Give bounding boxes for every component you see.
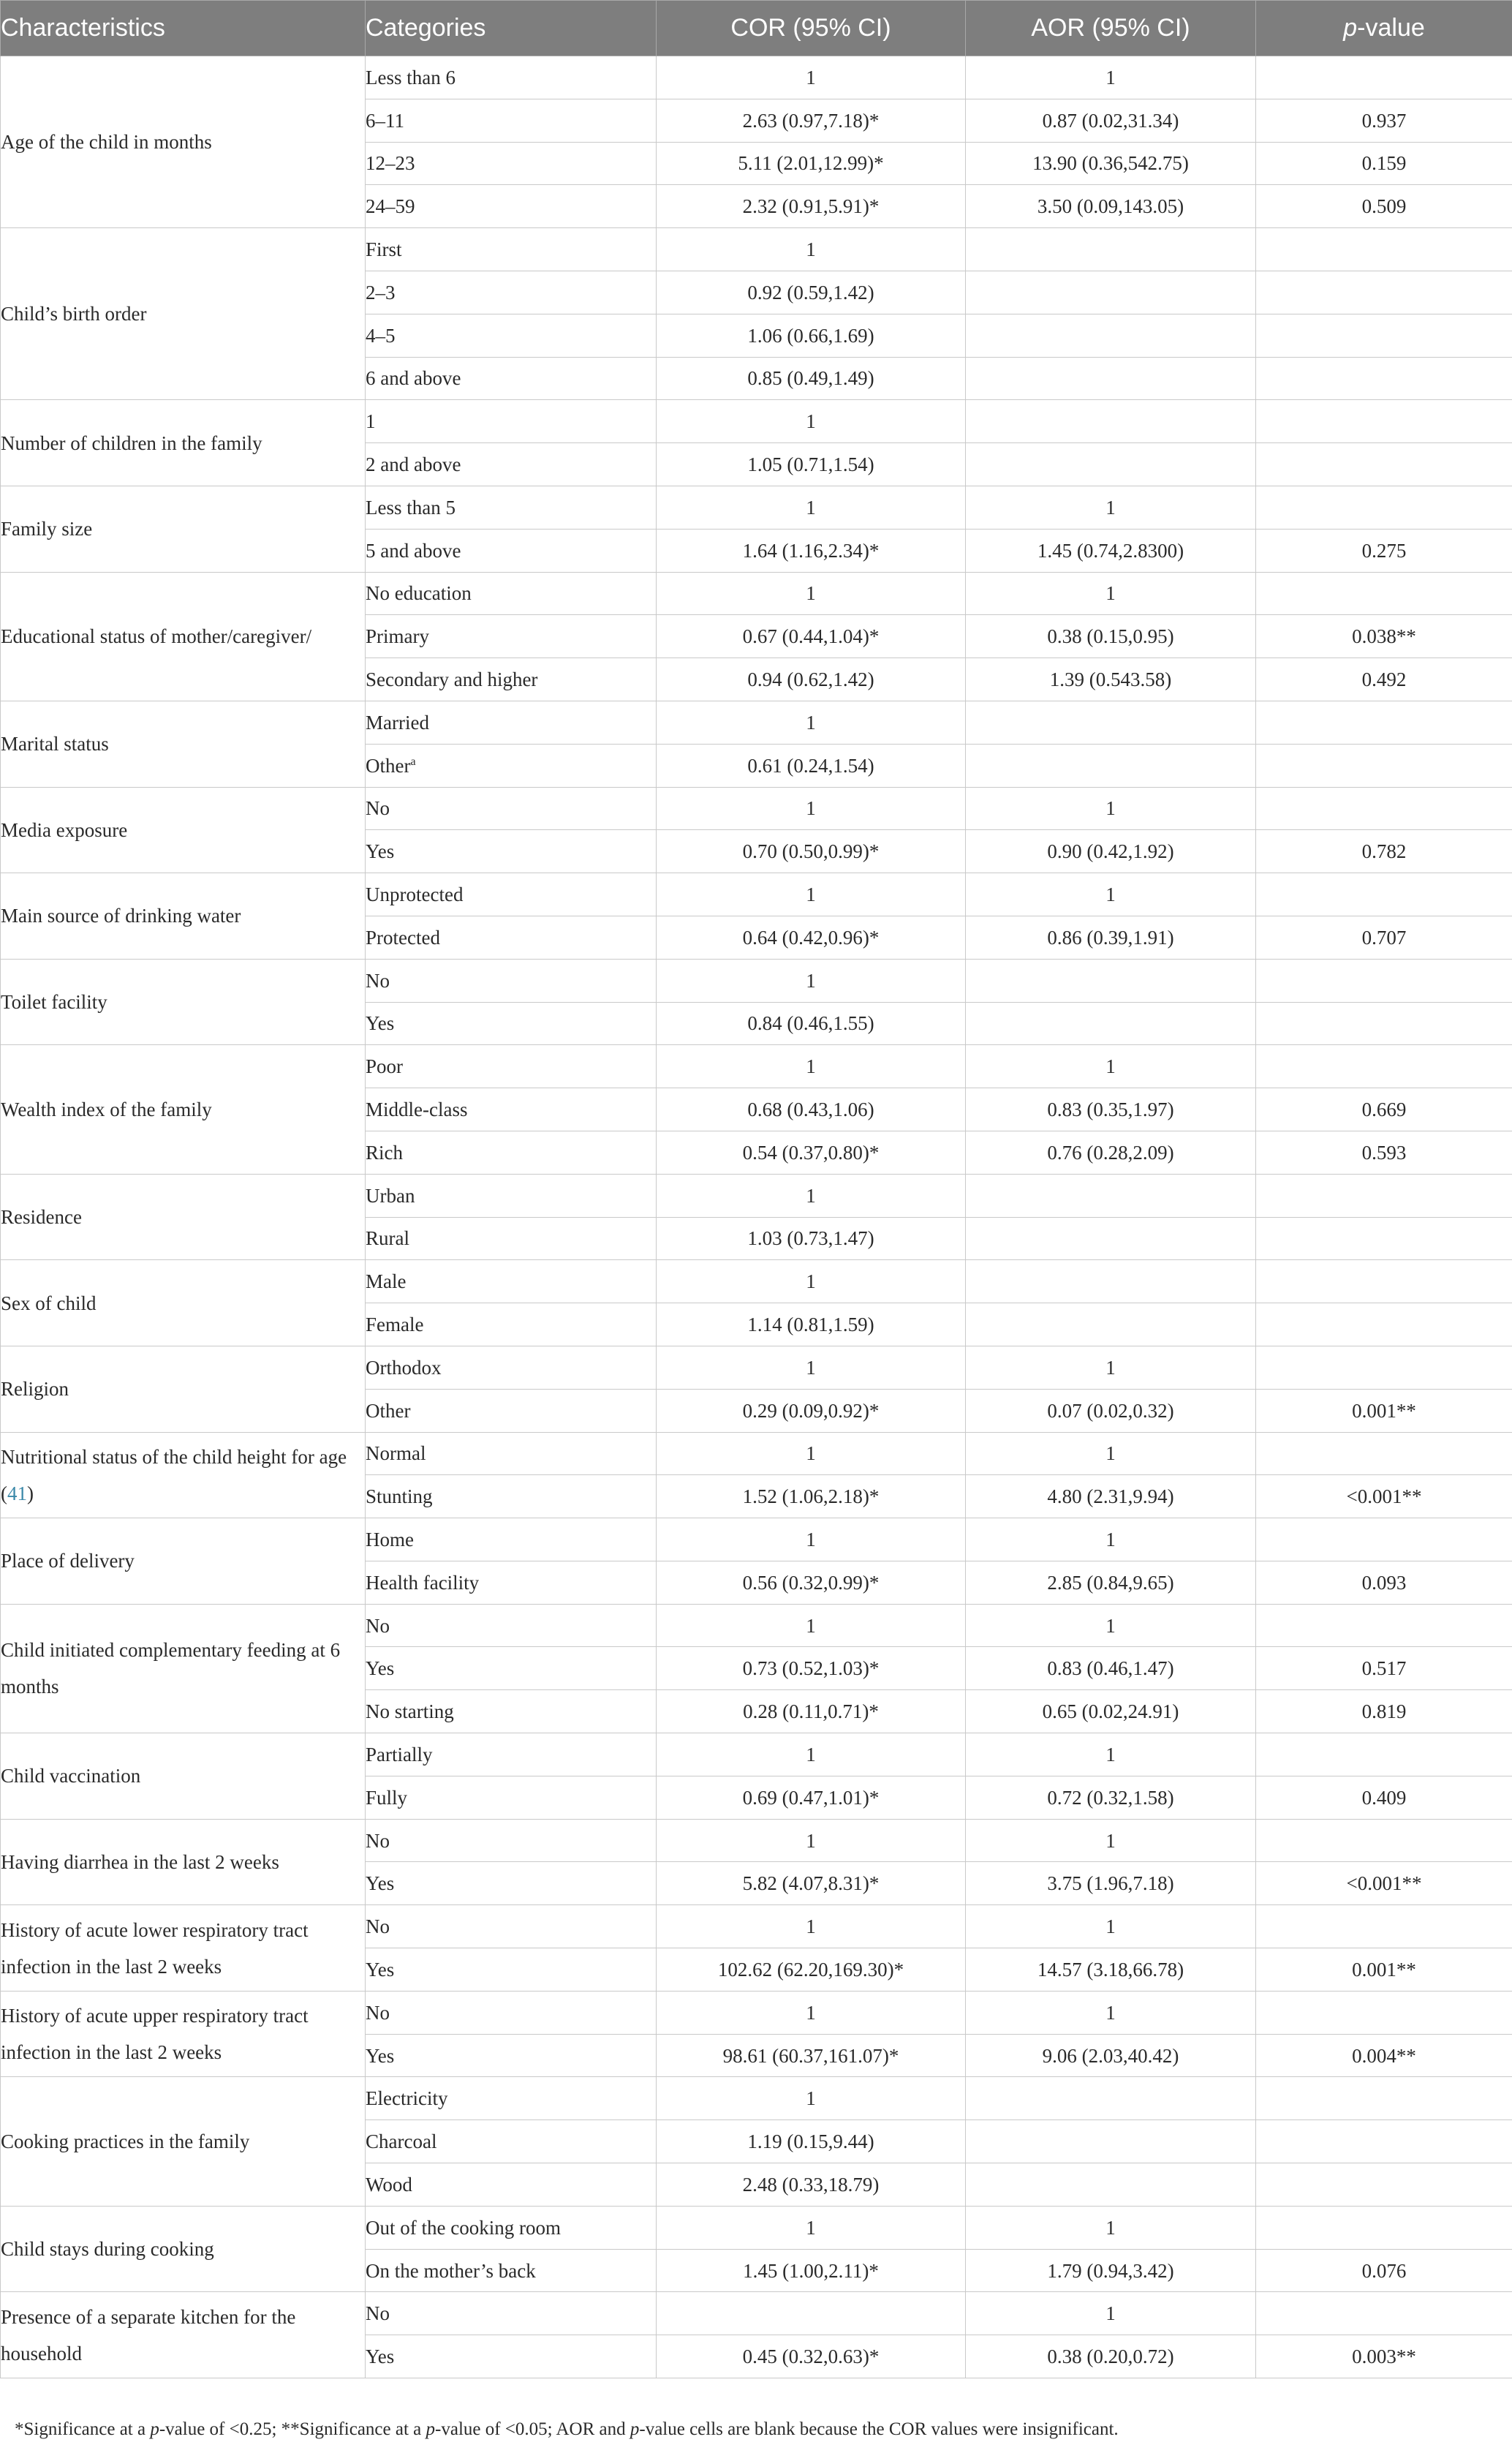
aor-cell bbox=[966, 1217, 1256, 1260]
p-value-cell: 0.001** bbox=[1256, 1948, 1512, 1992]
category-cell: Less than 6 bbox=[366, 56, 657, 99]
characteristic-cell: Nutritional status of the child height for age (41) bbox=[1, 1432, 366, 1518]
aor-cell: 0.65 (0.02,24.91) bbox=[966, 1690, 1256, 1733]
aor-cell bbox=[966, 2120, 1256, 2163]
p-value-cell bbox=[1256, 1991, 1512, 2034]
category-cell: 12–23 bbox=[366, 142, 657, 185]
characteristic-label: Place of delivery bbox=[1, 1550, 135, 1572]
category-cell: Home bbox=[366, 1518, 657, 1561]
aor-cell: 2.85 (0.84,9.65) bbox=[966, 1561, 1256, 1604]
table-row bbox=[1, 1905, 1512, 1948]
characteristic-label: Child’s birth order bbox=[1, 303, 147, 325]
table-row bbox=[1, 400, 1512, 443]
p-value-cell bbox=[1256, 314, 1512, 357]
characteristic-label: Family size bbox=[1, 518, 93, 540]
cor-cell: 1.52 (1.06,2.18)* bbox=[657, 1475, 966, 1518]
p-value-cell bbox=[1256, 400, 1512, 443]
cor-cell: 0.85 (0.49,1.49) bbox=[657, 357, 966, 400]
p-value-cell bbox=[1256, 572, 1512, 615]
aor-cell: 14.57 (3.18,66.78) bbox=[966, 1948, 1256, 1992]
footnote-marker: a bbox=[410, 755, 416, 768]
characteristic-cell bbox=[1, 2077, 366, 2206]
p-value-cell bbox=[1256, 2206, 1512, 2249]
cor-cell: 1.05 (0.71,1.54) bbox=[657, 443, 966, 486]
aor-cell bbox=[966, 1002, 1256, 1045]
category-cell: Secondary and higher bbox=[366, 658, 657, 701]
cor-cell: 1 bbox=[657, 1045, 966, 1088]
p-value-cell: 0.937 bbox=[1256, 99, 1512, 142]
table-row bbox=[1, 1260, 1512, 1303]
p-value-cell: 0.159 bbox=[1256, 142, 1512, 185]
cor-cell: 0.45 (0.32,0.63)* bbox=[657, 2335, 966, 2378]
category-cell: Rural bbox=[366, 1217, 657, 1260]
p-value-cell bbox=[1256, 744, 1512, 787]
characteristic-cell bbox=[1, 1518, 366, 1605]
cor-cell: 0.68 (0.43,1.06) bbox=[657, 1088, 966, 1131]
aor-cell: 1 bbox=[966, 2292, 1256, 2335]
characteristic-cell bbox=[1, 959, 366, 1045]
characteristic-label: Child vaccination bbox=[1, 1765, 141, 1787]
category-cell: Married bbox=[366, 701, 657, 744]
table-row bbox=[1, 873, 1512, 916]
category-cell: Yes bbox=[366, 1002, 657, 1045]
characteristic-label: Toilet facility bbox=[1, 991, 107, 1014]
category-cell: Normal bbox=[366, 1432, 657, 1475]
cor-cell: 0.67 (0.44,1.04)* bbox=[657, 615, 966, 658]
category-cell: No bbox=[366, 1819, 657, 1862]
category-cell: Electricity bbox=[366, 2077, 657, 2120]
table-header-row bbox=[1, 1, 1512, 56]
characteristic-label: Child initiated complementary feeding at 6 months bbox=[1, 1639, 341, 1698]
p-value-cell: 0.669 bbox=[1256, 1088, 1512, 1131]
characteristic-label: Number of children in the family bbox=[1, 432, 262, 454]
category-cell: Charcoal bbox=[366, 2120, 657, 2163]
aor-cell: 1 bbox=[966, 1346, 1256, 1389]
category-cell: Rich bbox=[366, 1131, 657, 1174]
cor-cell: 1 bbox=[657, 959, 966, 1002]
aor-cell: 0.76 (0.28,2.09) bbox=[966, 1131, 1256, 1174]
category-cell: Fully bbox=[366, 1776, 657, 1819]
cor-cell: 0.73 (0.52,1.03)* bbox=[657, 1647, 966, 1690]
table-row bbox=[1, 1604, 1512, 1647]
category-cell: Partially bbox=[366, 1733, 657, 1776]
characteristic-label: Residence bbox=[1, 1206, 82, 1229]
p-value-cell bbox=[1256, 2163, 1512, 2207]
aor-cell: 0.87 (0.02,31.34) bbox=[966, 99, 1256, 142]
aor-cell: 0.72 (0.32,1.58) bbox=[966, 1776, 1256, 1819]
aor-cell: 3.75 (1.96,7.18) bbox=[966, 1862, 1256, 1905]
cor-cell: 1.06 (0.66,1.69) bbox=[657, 314, 966, 357]
characteristic-cell bbox=[1, 228, 366, 400]
cor-cell: 1.45 (1.00,2.11)* bbox=[657, 2249, 966, 2292]
category-cell: Wood bbox=[366, 2163, 657, 2207]
p-value-cell bbox=[1256, 56, 1512, 99]
category-cell: Protected bbox=[366, 916, 657, 959]
table-row bbox=[1, 787, 1512, 830]
category-cell: Yes bbox=[366, 1647, 657, 1690]
aor-cell: 1 bbox=[966, 2206, 1256, 2249]
characteristic-label: Nutritional status of the child height for age bbox=[1, 1445, 347, 1468]
aor-cell bbox=[966, 314, 1256, 357]
aor-cell: 0.83 (0.46,1.47) bbox=[966, 1647, 1256, 1690]
category-cell: No bbox=[366, 1905, 657, 1948]
aor-cell bbox=[966, 228, 1256, 271]
category-cell: Orthodox bbox=[366, 1346, 657, 1389]
p-value-cell: 0.003** bbox=[1256, 2335, 1512, 2378]
category-cell: 1 bbox=[366, 400, 657, 443]
table-row bbox=[1, 1819, 1512, 1862]
header-cor: COR (95% CI) bbox=[657, 1, 966, 56]
cor-cell: 0.56 (0.32,0.99)* bbox=[657, 1561, 966, 1604]
category-cell: 6 and above bbox=[366, 357, 657, 400]
cor-cell: 1 bbox=[657, 572, 966, 615]
cor-cell: 1 bbox=[657, 1604, 966, 1647]
citation-link[interactable]: 41 bbox=[7, 1482, 27, 1504]
p-value-cell bbox=[1256, 2077, 1512, 2120]
aor-cell: 1 bbox=[966, 1819, 1256, 1862]
cor-cell: 1.64 (1.16,2.34)* bbox=[657, 529, 966, 572]
cor-cell: 1 bbox=[657, 228, 966, 271]
p-value-cell: 0.093 bbox=[1256, 1561, 1512, 1604]
aor-cell: 1 bbox=[966, 1905, 1256, 1948]
aor-cell: 1.39 (0.543.58) bbox=[966, 658, 1256, 701]
p-value-cell bbox=[1256, 1819, 1512, 1862]
category-cell: Other bbox=[366, 1389, 657, 1432]
table-row bbox=[1, 2077, 1512, 2120]
cor-cell: 5.11 (2.01,12.99)* bbox=[657, 142, 966, 185]
category-cell: Poor bbox=[366, 1045, 657, 1088]
table-footnote: *Significance at a p-value of <0.25; **Significance at a p-value of <0.05; AOR and p-value cells are blank because the COR values were insignificant. bbox=[15, 2419, 1119, 2439]
cor-cell: 2.32 (0.91,5.91)* bbox=[657, 185, 966, 228]
category-cell: No bbox=[366, 2292, 657, 2335]
characteristic-cell bbox=[1, 2292, 366, 2378]
category-cell: Female bbox=[366, 1303, 657, 1346]
category-cell: No bbox=[366, 787, 657, 830]
aor-cell bbox=[966, 1174, 1256, 1217]
p-value-cell: <0.001** bbox=[1256, 1862, 1512, 1905]
category-cell: Out of the cooking room bbox=[366, 2206, 657, 2249]
aor-cell: 1 bbox=[966, 1432, 1256, 1475]
characteristic-cell bbox=[1, 2206, 366, 2292]
p-value-cell bbox=[1256, 357, 1512, 400]
characteristic-label: Wealth index of the family bbox=[1, 1099, 212, 1121]
p-value-cell bbox=[1256, 1174, 1512, 1217]
table-row bbox=[1, 1991, 1512, 2034]
cor-cell: 102.62 (62.20,169.30)* bbox=[657, 1948, 966, 1992]
aor-cell bbox=[966, 744, 1256, 787]
characteristic-cell bbox=[1, 1733, 366, 1820]
cor-cell: 1 bbox=[657, 1432, 966, 1475]
table-row bbox=[1, 1733, 1512, 1776]
cor-cell: 0.54 (0.37,0.80)* bbox=[657, 1131, 966, 1174]
aor-cell: 1 bbox=[966, 873, 1256, 916]
p-value-cell bbox=[1256, 787, 1512, 830]
characteristic-label: Sex of child bbox=[1, 1292, 97, 1314]
p-value-cell bbox=[1256, 1604, 1512, 1647]
table-row bbox=[1, 572, 1512, 615]
p-value-cell: <0.001** bbox=[1256, 1475, 1512, 1518]
category-cell: Other$^a$ bbox=[366, 744, 657, 787]
category-cell: 24–59 bbox=[366, 185, 657, 228]
characteristic-cell bbox=[1, 1991, 366, 2077]
cor-cell: 1 bbox=[657, 701, 966, 744]
cor-cell: 1 bbox=[657, 1991, 966, 2034]
category-cell: No starting bbox=[366, 1690, 657, 1733]
cor-cell: 1 bbox=[657, 1733, 966, 1776]
cor-cell: 2.48 (0.33,18.79) bbox=[657, 2163, 966, 2207]
characteristic-cell bbox=[1, 873, 366, 960]
category-cell: Unprotected bbox=[366, 873, 657, 916]
category-cell: Less than 5 bbox=[366, 486, 657, 529]
characteristic-label: Main source of drinking water bbox=[1, 905, 241, 927]
p-value-cell bbox=[1256, 959, 1512, 1002]
category-cell: Yes bbox=[366, 2335, 657, 2378]
aor-cell: 1 bbox=[966, 787, 1256, 830]
cor-cell: 0.61 (0.24,1.54) bbox=[657, 744, 966, 787]
p-value-cell bbox=[1256, 2292, 1512, 2335]
cor-cell: 1 bbox=[657, 2077, 966, 2120]
aor-cell: 9.06 (2.03,40.42) bbox=[966, 2034, 1256, 2077]
characteristic-label: Marital status bbox=[1, 733, 109, 756]
characteristic-label: Cooking practices in the family bbox=[1, 2130, 250, 2153]
header-p-value: p-value bbox=[1256, 1, 1512, 56]
category-cell: No bbox=[366, 959, 657, 1002]
characteristic-cell bbox=[1, 1905, 366, 1992]
p-value-cell bbox=[1256, 1260, 1512, 1303]
cor-cell: 1 bbox=[657, 56, 966, 99]
header-aor: AOR (95% CI) bbox=[966, 1, 1256, 56]
aor-cell: 1.45 (0.74,2.8300) bbox=[966, 529, 1256, 572]
aor-cell bbox=[966, 2163, 1256, 2207]
cor-cell: 0.29 (0.09,0.92)* bbox=[657, 1389, 966, 1432]
aor-cell bbox=[966, 443, 1256, 486]
aor-cell bbox=[966, 1303, 1256, 1346]
characteristic-cell bbox=[1, 1604, 366, 1733]
table-row bbox=[1, 1045, 1512, 1088]
characteristic-cell bbox=[1, 400, 366, 486]
category-cell: No education bbox=[366, 572, 657, 615]
aor-cell: 0.38 (0.20,0.72) bbox=[966, 2335, 1256, 2378]
aor-cell: 1 bbox=[966, 1518, 1256, 1561]
aor-cell: 4.80 (2.31,9.94) bbox=[966, 1475, 1256, 1518]
cor-cell: 1 bbox=[657, 1518, 966, 1561]
characteristic-cell bbox=[1, 56, 366, 228]
table-row bbox=[1, 228, 1512, 271]
cor-cell bbox=[657, 2292, 966, 2335]
table-row bbox=[1, 1518, 1512, 1561]
characteristic-cell bbox=[1, 1260, 366, 1346]
table-row bbox=[1, 486, 1512, 529]
characteristic-cell bbox=[1, 701, 366, 787]
cor-cell: 1 bbox=[657, 1346, 966, 1389]
p-value-cell: 0.004** bbox=[1256, 2034, 1512, 2077]
category-cell: 5 and above bbox=[366, 529, 657, 572]
characteristic-label: Media exposure bbox=[1, 818, 128, 841]
characteristic-label: Having diarrhea in the last 2 weeks bbox=[1, 1850, 279, 1873]
characteristic-cell bbox=[1, 1819, 366, 1905]
cor-cell: 1.14 (0.81,1.59) bbox=[657, 1303, 966, 1346]
p-value-cell: 0.275 bbox=[1256, 529, 1512, 572]
characteristic-cell bbox=[1, 1346, 366, 1432]
p-value-cell bbox=[1256, 1432, 1512, 1475]
cor-cell: 1.19 (0.15,9.44) bbox=[657, 2120, 966, 2163]
characteristic-label: History of acute upper respiratory tract infection in the last 2 weeks bbox=[1, 2005, 309, 2064]
table-row bbox=[1, 2206, 1512, 2249]
header-characteristics: Characteristics bbox=[1, 1, 366, 56]
category-cell: Urban bbox=[366, 1174, 657, 1217]
cor-cell: 1 bbox=[657, 2206, 966, 2249]
category-cell: Yes bbox=[366, 830, 657, 873]
p-value-cell bbox=[1256, 701, 1512, 744]
p-value-cell bbox=[1256, 486, 1512, 529]
aor-cell: 0.83 (0.35,1.97) bbox=[966, 1088, 1256, 1131]
table-row bbox=[1, 1174, 1512, 1217]
p-value-cell: 0.038** bbox=[1256, 615, 1512, 658]
p-value-cell: 0.819 bbox=[1256, 1690, 1512, 1733]
characteristic-cell bbox=[1, 486, 366, 572]
p-value-cell bbox=[1256, 873, 1512, 916]
aor-cell: 1.79 (0.94,3.42) bbox=[966, 2249, 1256, 2292]
p-value-cell: 0.076 bbox=[1256, 2249, 1512, 2292]
p-value-cell bbox=[1256, 1905, 1512, 1948]
p-value-cell bbox=[1256, 271, 1512, 314]
category-cell: Middle-class bbox=[366, 1088, 657, 1131]
aor-cell: 0.86 (0.39,1.91) bbox=[966, 916, 1256, 959]
cor-cell: 0.84 (0.46,1.55) bbox=[657, 1002, 966, 1045]
cor-cell: 1 bbox=[657, 400, 966, 443]
cor-cell: 1 bbox=[657, 873, 966, 916]
aor-cell bbox=[966, 701, 1256, 744]
aor-cell: 1 bbox=[966, 1604, 1256, 1647]
aor-cell bbox=[966, 357, 1256, 400]
p-value-cell bbox=[1256, 228, 1512, 271]
cor-cell: 1 bbox=[657, 787, 966, 830]
cor-cell: 0.70 (0.50,0.99)* bbox=[657, 830, 966, 873]
category-cell: Stunting bbox=[366, 1475, 657, 1518]
cor-cell: 2.63 (0.97,7.18)* bbox=[657, 99, 966, 142]
table-row bbox=[1, 1346, 1512, 1389]
category-cell: First bbox=[366, 228, 657, 271]
category-cell: Primary bbox=[366, 615, 657, 658]
p-value-cell: 0.509 bbox=[1256, 185, 1512, 228]
aor-cell: 1 bbox=[966, 572, 1256, 615]
characteristic-label: Religion bbox=[1, 1378, 69, 1401]
p-value-cell: 0.517 bbox=[1256, 1647, 1512, 1690]
aor-cell bbox=[966, 400, 1256, 443]
aor-cell: 1 bbox=[966, 1991, 1256, 2034]
cor-cell: 1.03 (0.73,1.47) bbox=[657, 1217, 966, 1260]
p-value-cell bbox=[1256, 1217, 1512, 1260]
characteristic-cell bbox=[1, 1045, 366, 1174]
header-categories: Categories bbox=[366, 1, 657, 56]
aor-cell bbox=[966, 959, 1256, 1002]
p-value-cell: 0.409 bbox=[1256, 1776, 1512, 1819]
aor-cell: 1 bbox=[966, 486, 1256, 529]
p-value-cell bbox=[1256, 1518, 1512, 1561]
cor-cell: 1 bbox=[657, 1905, 966, 1948]
characteristic-label: Age of the child in months bbox=[1, 131, 212, 154]
table-row bbox=[1, 56, 1512, 99]
cor-cell: 0.28 (0.11,0.71)* bbox=[657, 1690, 966, 1733]
p-value-cell bbox=[1256, 1045, 1512, 1088]
category-cell: Yes bbox=[366, 2034, 657, 2077]
aor-cell: 1 bbox=[966, 56, 1256, 99]
p-value-cell bbox=[1256, 1002, 1512, 1045]
cor-cell: 1 bbox=[657, 486, 966, 529]
p-value-cell bbox=[1256, 1733, 1512, 1776]
p-value-cell bbox=[1256, 1303, 1512, 1346]
cor-cell: 1 bbox=[657, 1260, 966, 1303]
category-cell: No bbox=[366, 1991, 657, 2034]
category-cell: Yes bbox=[366, 1862, 657, 1905]
p-value-cell: 0.001** bbox=[1256, 1389, 1512, 1432]
table-row bbox=[1, 959, 1512, 1002]
p-value-cell: 0.492 bbox=[1256, 658, 1512, 701]
cor-cell: 98.61 (60.37,161.07)* bbox=[657, 2034, 966, 2077]
table-row bbox=[1, 2292, 1512, 2335]
aor-cell: 3.50 (0.09,143.05) bbox=[966, 185, 1256, 228]
aor-cell bbox=[966, 1260, 1256, 1303]
category-cell: Male bbox=[366, 1260, 657, 1303]
aor-cell: 1 bbox=[966, 1733, 1256, 1776]
category-cell: 2 and above bbox=[366, 443, 657, 486]
aor-cell: 0.90 (0.42,1.92) bbox=[966, 830, 1256, 873]
p-value-cell bbox=[1256, 443, 1512, 486]
characteristic-label: History of acute lower respiratory tract infection in the last 2 weeks bbox=[1, 1918, 309, 1978]
cor-cell: 5.82 (4.07,8.31)* bbox=[657, 1862, 966, 1905]
cor-cell: 1 bbox=[657, 1174, 966, 1217]
category-cell: No bbox=[366, 1604, 657, 1647]
aor-cell bbox=[966, 2077, 1256, 2120]
table-row bbox=[1, 1432, 1512, 1475]
p-value-cell: 0.707 bbox=[1256, 916, 1512, 959]
p-value-cell: 0.593 bbox=[1256, 1131, 1512, 1174]
table-row bbox=[1, 701, 1512, 744]
category-cell: Health facility bbox=[366, 1561, 657, 1604]
cor-cell: 0.92 (0.59,1.42) bbox=[657, 271, 966, 314]
cor-cell: 0.94 (0.62,1.42) bbox=[657, 658, 966, 701]
characteristic-label: Child stays during cooking bbox=[1, 2238, 214, 2261]
p-value-cell: 0.782 bbox=[1256, 830, 1512, 873]
characteristic-label: Educational status of mother/caregiver/ bbox=[1, 625, 312, 648]
characteristic-cell bbox=[1, 1174, 366, 1260]
category-cell: 6–11 bbox=[366, 99, 657, 142]
aor-cell: 0.38 (0.15,0.95) bbox=[966, 615, 1256, 658]
category-cell: 2–3 bbox=[366, 271, 657, 314]
aor-cell bbox=[966, 271, 1256, 314]
aor-cell: 13.90 (0.36,542.75) bbox=[966, 142, 1256, 185]
cor-cell: 0.69 (0.47,1.01)* bbox=[657, 1776, 966, 1819]
p-value-cell bbox=[1256, 2120, 1512, 2163]
characteristic-cell bbox=[1, 787, 366, 873]
category-cell: 4–5 bbox=[366, 314, 657, 357]
characteristic-label: Presence of a separate kitchen for the household bbox=[1, 2305, 296, 2365]
category-cell: Yes bbox=[366, 1948, 657, 1992]
aor-cell: 1 bbox=[966, 1045, 1256, 1088]
table-body bbox=[1, 56, 1512, 2378]
category-cell: On the mother’s back bbox=[366, 2249, 657, 2292]
characteristic-cell bbox=[1, 572, 366, 701]
p-value-cell bbox=[1256, 1346, 1512, 1389]
cor-cell: 1 bbox=[657, 1819, 966, 1862]
aor-cell: 0.07 (0.02,0.32) bbox=[966, 1389, 1256, 1432]
cor-cell: 0.64 (0.42,0.96)* bbox=[657, 916, 966, 959]
